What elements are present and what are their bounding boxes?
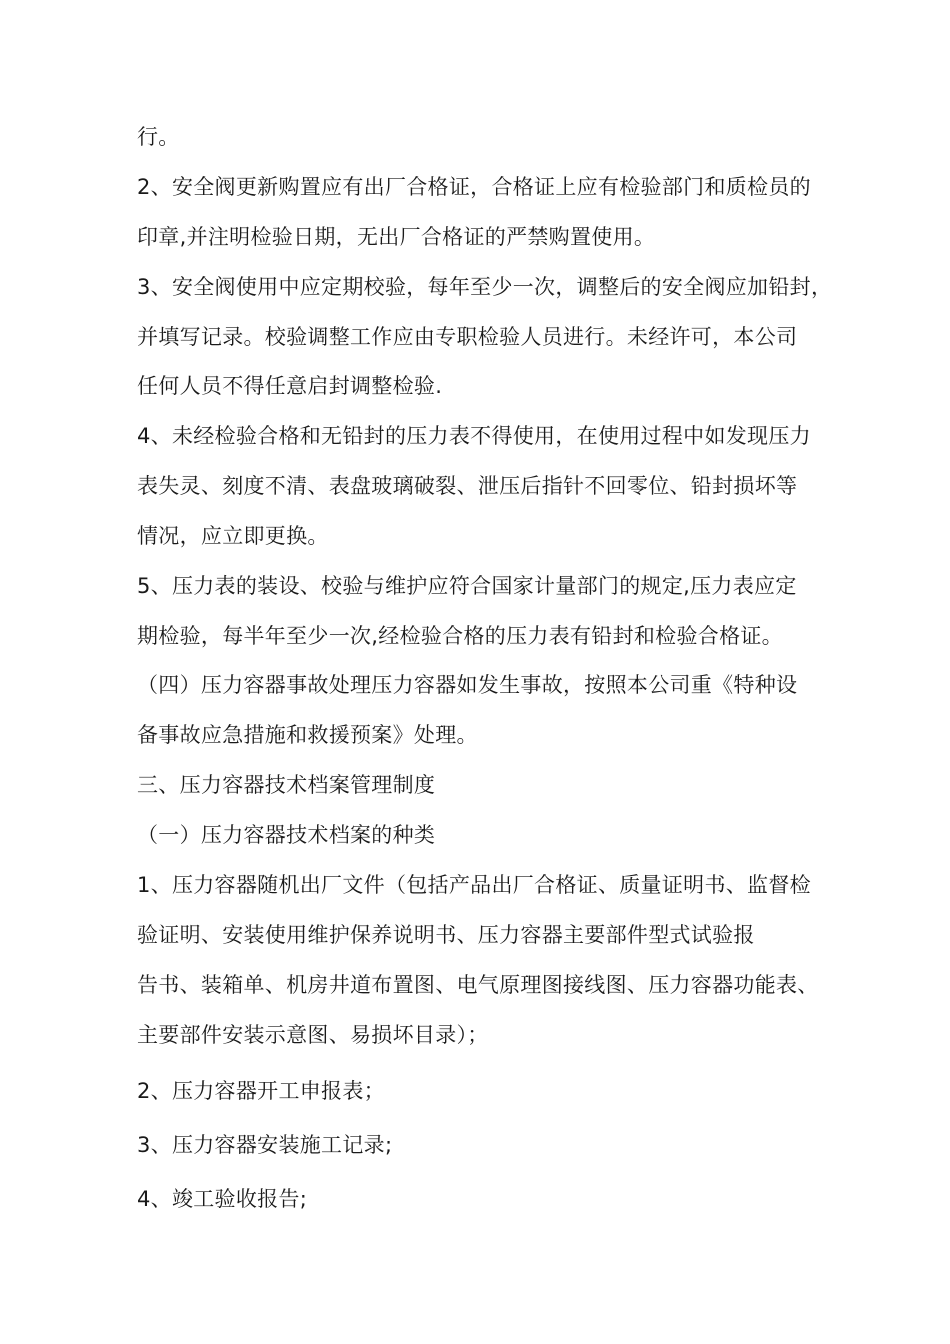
text-line: 告书、装箱单、机房井道布置图、电气原理图接线图、压力容器功能表、 xyxy=(137,973,819,997)
text-line: 情况，应立即更换。 xyxy=(137,524,329,548)
text-line: 4、竣工验收报告; xyxy=(137,1187,308,1211)
text-line: 备事故应急措施和救援预案》处理。 xyxy=(137,723,478,747)
text-line: 5、压力表的装设、校验与维护应符合国家计量部门的规定,压力表应定 xyxy=(137,574,797,598)
subsection-heading: （一）压力容器技术档案的种类 xyxy=(137,823,436,847)
text-line: 主要部件安装示意图、易损坏目录）； xyxy=(137,1023,489,1047)
text-line: 3、压力容器安装施工记录; xyxy=(137,1133,393,1157)
section-heading: 三、压力容器技术档案管理制度 xyxy=(137,773,436,797)
text-line: 2、压力容器开工申报表； xyxy=(137,1079,385,1103)
text-line: 并填写记录。校验调整工作应由专职检验人员进行。未经许可，本公司 xyxy=(137,325,798,349)
text-line: 表失灵、刻度不清、表盘玻璃破裂、泄压后指针不回零位、铅封损坏等 xyxy=(137,474,798,498)
text-line: 任何人员不得任意启封调整检验. xyxy=(137,374,443,398)
text-line: 期检验，每半年至少一次,经检验合格的压力表有铅封和检验合格证。 xyxy=(137,624,783,648)
text-line: 行。 xyxy=(137,125,180,149)
text-line: 4、未经检验合格和无铅封的压力表不得使用，在使用过程中如发现压力 xyxy=(137,424,811,448)
text-line: 1、压力容器随机出厂文件（包括产品出厂合格证、质量证明书、监督检 xyxy=(137,873,811,897)
text-line: 3、安全阀使用中应定期校验，每年至少一次，调整后的安全阀应加铅封， xyxy=(137,275,833,299)
text-line: 2、安全阀更新购置应有出厂合格证，合格证上应有检验部门和质检员的 xyxy=(137,175,811,199)
text-line: 验证明、安装使用维护保养说明书、压力容器主要部件型式试验报 xyxy=(137,923,755,947)
text-line: 印章,并注明检验日期，无出厂合格证的严禁购置使用。 xyxy=(137,225,656,249)
text-line: （四）压力容器事故处理压力容器如发生事故，按照本公司重《特种设 xyxy=(137,673,798,697)
